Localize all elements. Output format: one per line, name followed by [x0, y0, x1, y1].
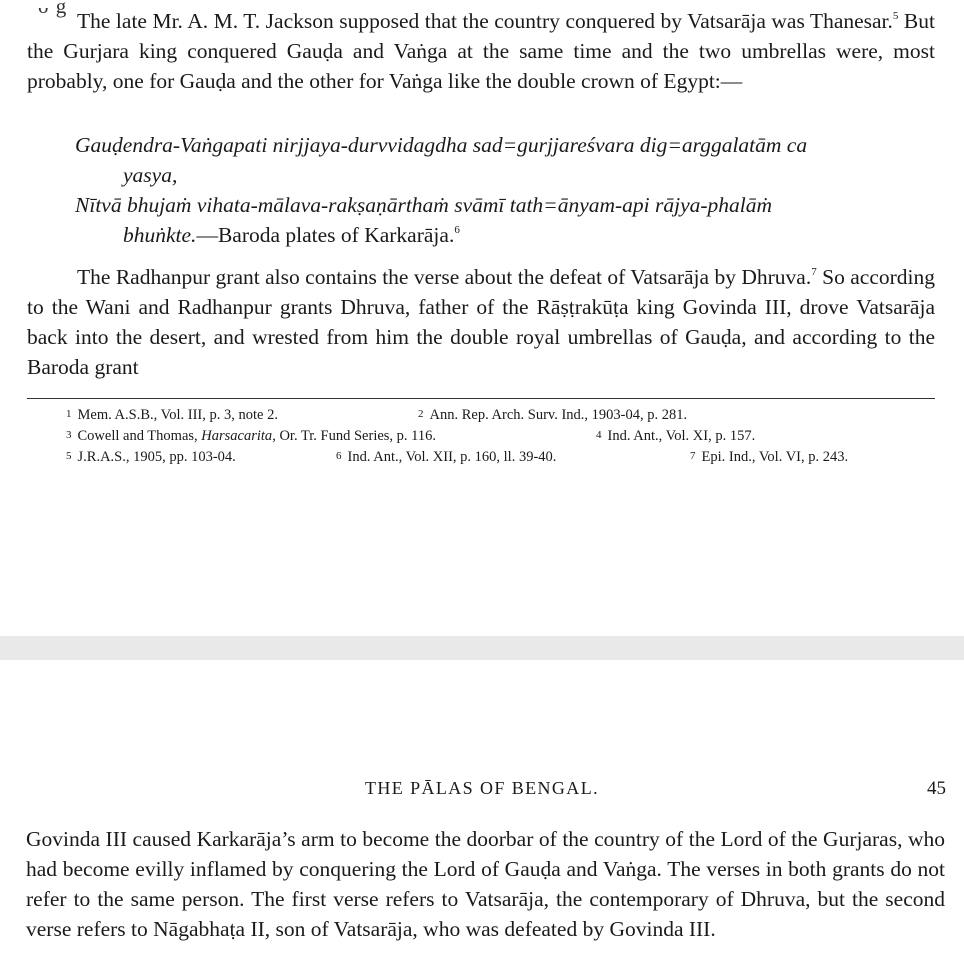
footnote-4 [596, 425, 755, 447]
footnote-2-text: Ann. Rep. Arch. Surv. Ind., 1903-04, p. 281. [429, 407, 688, 423]
footnote-row-3 [66, 446, 936, 467]
footnote-3-text-a: Cowell and Thomas, [77, 428, 202, 444]
cut-off-line-fragment: ᴗ g [38, 0, 68, 18]
footnote-7-number: 7 [690, 450, 696, 462]
footnote-3-text-b: , Or. Tr. Fund Series, p. 116. [272, 428, 437, 444]
paragraph-radhanpur-text-b: So according to the Wani and Radhanpur grants Dhruva, father of the Rāṣṭrakūṭa king Govinda III, drove Vatsarāja back into the desert, and wrested from him the double royal umbrellas of Gauḍa, and according to the Baroda grant [27, 265, 935, 379]
footnote-1 [66, 404, 418, 426]
footnote-5-number: 5 [66, 450, 72, 462]
sanskrit-verse-1-line-1: Gauḍendra-Vaṅgapati nirjjaya-durvvidagdha sad=gurjjareśvara dig=arggalatām ca [75, 133, 808, 157]
footnote-1-number: 1 [66, 408, 72, 420]
sanskrit-verse-2 [75, 190, 937, 250]
sanskrit-verse-1-line-2: yasya, [123, 163, 178, 187]
footnote-ref-5: 5 [892, 10, 899, 22]
paragraph-jackson [27, 6, 935, 96]
footnote-5-text: J.R.A.S., 1905, pp. 103-04. [77, 449, 236, 465]
paragraph-jackson-text-a: The late Mr. A. M. T. Jackson supposed that the country conquered by Vatsarāja was Thanesar. [77, 9, 893, 33]
footnotes [66, 404, 936, 467]
footnote-ref-7: 7 [811, 266, 817, 278]
paragraph-jackson-text-b: But the Gurjara king conquered Gauḍa and Vaṅga at the same time and the two umbrellas were, most probably, one for Gauḍa and the other for Vaṅga like the double crown of Egypt:— [27, 9, 935, 93]
sanskrit-verse-2-line-1: Nītvā bhujaṁ vihata-mālava-rakṣaṇārthaṁ svāmī tath=ānyam-api rājya-phalāṁ [75, 193, 773, 217]
footnote-2-number: 2 [418, 408, 424, 420]
paragraph-radhanpur-text-a: The Radhanpur grant also contains the verse about the defeat of Vatsarāja by Dhruva. [77, 265, 812, 289]
footnote-row-1 [66, 404, 936, 425]
sanskrit-verse-2-source: —Baroda plates of Karkarāja. [196, 223, 455, 247]
lower-page [0, 660, 964, 978]
footnote-3-number: 3 [66, 429, 72, 441]
footnote-7 [690, 446, 848, 468]
paragraph-radhanpur [27, 262, 935, 382]
footnote-3-title: Harsacarita [201, 428, 273, 444]
footnote-6 [336, 446, 690, 468]
sanskrit-verse-2-line-2-italic: bhuṅkte. [123, 223, 197, 247]
footnote-row-2 [66, 425, 936, 446]
footnote-6-number: 6 [336, 450, 342, 462]
footnote-5 [66, 446, 336, 468]
page-separator [0, 636, 964, 660]
footnote-4-number: 4 [596, 429, 602, 441]
footnote-1-text: Mem. A.S.B., Vol. III, p. 3, note 2. [77, 407, 278, 423]
running-head: THE PĀLAS OF BENGAL. [364, 778, 599, 798]
page-number: 45 [927, 778, 946, 799]
sanskrit-verse-2-line-2 [75, 220, 937, 250]
footnote-4-text: Ind. Ant., Vol. XI, p. 157. [607, 428, 756, 444]
footnote-6-text: Ind. Ant., Vol. XII, p. 160, ll. 39-40. [347, 449, 557, 465]
footnote-ref-6: 6 [454, 224, 460, 236]
footnote-divider [27, 398, 935, 399]
footnote-7-text: Epi. Ind., Vol. VI, p. 243. [701, 449, 849, 465]
paragraph-govinda: Govinda III caused Karkarāja’s arm to become the doorbar of the country of the Lord of the Gurjaras, who had become evilly inflamed by conquering the Lord of Gauḍa and Vaṅga. The verses in both grants do not refer to the same person. The first verse refers to Vatsarāja, the contemporary of Dhruva, but the second verse refers to Nāgabhaṭa II, son of Vatsarāja, who was defeated by Govinda III. [26, 827, 945, 941]
footnote-3 [66, 425, 596, 447]
footnote-2 [418, 404, 687, 426]
sanskrit-verse-1 [75, 130, 937, 190]
